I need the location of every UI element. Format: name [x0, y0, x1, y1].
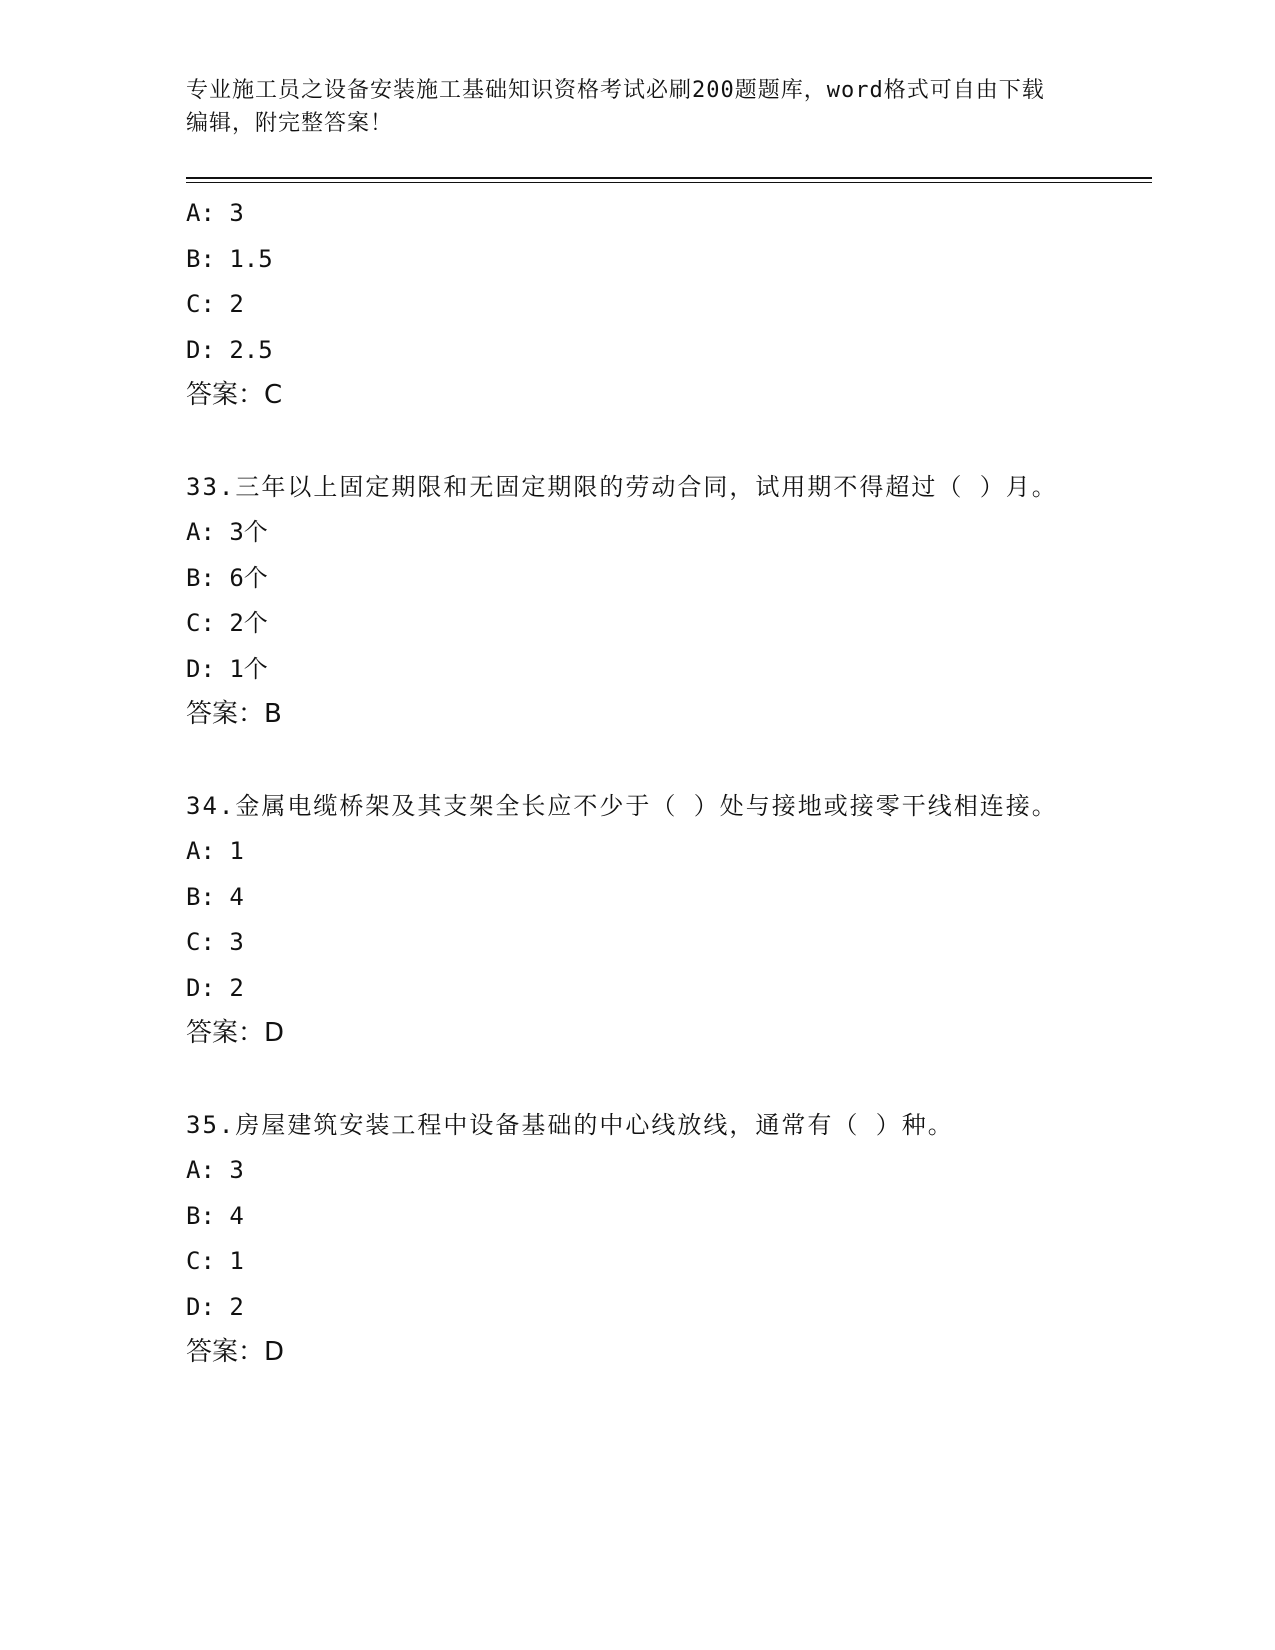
answer-line: 答案：D — [186, 1337, 285, 1367]
option-d: D: 2 — [186, 973, 244, 1002]
question-block-32 — [186, 191, 1066, 419]
option-a: A: 3 — [186, 1156, 244, 1184]
option-d: D: 2.5 — [186, 335, 273, 364]
option-a: A: 1 — [186, 837, 244, 865]
question-block-33 — [186, 465, 1066, 738]
spacer — [186, 1057, 1066, 1103]
option-c: C: 2个 — [186, 609, 268, 637]
option-d: D: 2 — [186, 1292, 244, 1321]
document-body — [186, 191, 1066, 1376]
answer-line: 答案：C — [186, 380, 283, 410]
option-b: B: 4 — [186, 1201, 244, 1230]
option-b: B: 1.5 — [186, 244, 273, 273]
answer-line: 答案：B — [186, 699, 282, 729]
document-header — [186, 74, 1066, 140]
question-block-35 — [186, 1103, 1066, 1376]
option-b: B: 6个 — [186, 563, 268, 592]
header-rule-thick — [186, 177, 1152, 179]
option-c: C: 1 — [186, 1247, 244, 1275]
question-text: 33.三年以上固定期限和无固定期限的劳动合同，试用期不得超过（ ）月。 — [186, 472, 1058, 501]
question-text: 34.金属电缆桥架及其支架全长应不少于（ ）处与接地或接零干线相连接。 — [186, 791, 1058, 820]
option-a: A: 3个 — [186, 518, 268, 546]
option-c: C: 3 — [186, 928, 244, 956]
header-title: 专业施工员之设备安装施工基础知识资格考试必刷200题题库，word格式可自由下载编辑，附完整答案！ — [186, 78, 1045, 136]
question-block-34 — [186, 784, 1066, 1057]
option-c: C: 2 — [186, 290, 244, 318]
answer-line: 答案：D — [186, 1018, 285, 1048]
option-b: B: 4 — [186, 882, 244, 911]
option-a: A: 3 — [186, 199, 244, 227]
question-text: 35.房屋建筑安装工程中设备基础的中心线放线，通常有（ ）种。 — [186, 1110, 954, 1139]
spacer — [186, 738, 1066, 784]
header-rule-thin — [186, 182, 1152, 183]
option-d: D: 1个 — [186, 654, 268, 683]
spacer — [186, 419, 1066, 465]
